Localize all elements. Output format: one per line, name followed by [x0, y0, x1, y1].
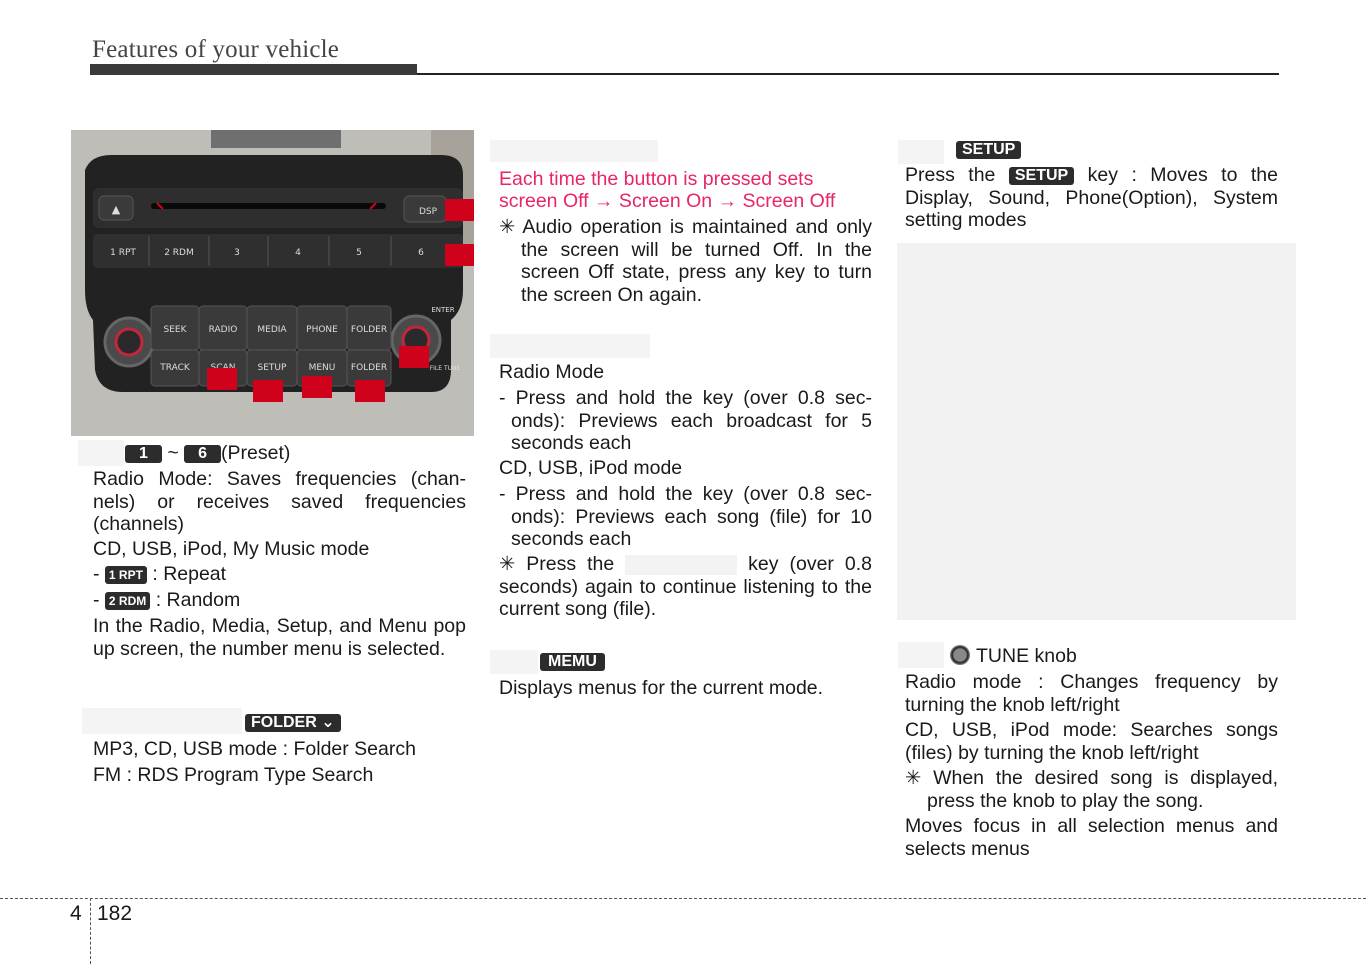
preset-4-label: 4: [295, 248, 301, 258]
display-pink-line-1: Each time the button is pressed sets: [499, 168, 814, 190]
preset-key-6: 6: [184, 445, 221, 463]
preset-separator: ~: [167, 442, 179, 464]
knob-icon: [950, 645, 970, 665]
audio-unit-photo: [71, 130, 474, 436]
setup-text-end: key : Moves to the Display, Sound, Phone(Option), System setting modes: [905, 164, 1279, 231]
display-note: ✳ Audio operation is maintained and only the screen will be turned Off. In the screen Off state, press any key to turn the screen On again.: [499, 216, 872, 306]
label-redaction-3: [490, 140, 658, 162]
header-bar: [90, 64, 417, 75]
tune-heading: [950, 645, 1077, 668]
preset-label: (Preset): [221, 442, 291, 464]
preset-6-label: 6: [418, 248, 424, 258]
setup-inline-key: SETUP: [1009, 167, 1074, 185]
preset-heading: [125, 442, 290, 465]
setup-text: [905, 164, 1278, 232]
label-redaction-5: [490, 650, 538, 674]
menu-key: MEMU: [540, 653, 605, 671]
footer-rule: [0, 898, 1366, 899]
page-number: 182: [97, 902, 133, 925]
tune-cd-mode: CD, USB, iPod mode: Searches songs (files) by turning the knob left/right: [905, 719, 1278, 764]
label-redaction-6: [898, 140, 944, 164]
track-button-label: TRACK: [160, 363, 190, 373]
preset-3-label: 3: [234, 248, 240, 258]
radio-button-label: RADIO: [208, 325, 238, 335]
setup-button-label: SETUP: [257, 363, 287, 373]
preset-5-label: 5: [356, 248, 362, 258]
scan-radio-item: - Press and hold the key (over 0.8 sec-onds): Previews each broadcast for 5 seconds each: [499, 387, 872, 454]
menu-button-label: MENU: [308, 363, 336, 373]
label-redaction: [78, 440, 124, 466]
scan-radio-mode: Radio Mode: [499, 361, 605, 383]
label-redaction-4: [490, 334, 650, 358]
setup-heading: [956, 138, 1021, 161]
tune-note: ✳ When the desired song is displayed, press the knob to play the song.: [905, 767, 1278, 812]
preset-1-label: 1 RPT: [110, 248, 136, 258]
tune-label: TUNE knob: [976, 645, 1077, 667]
tune-focus: Moves focus in all selection menus and selects menus: [905, 815, 1278, 860]
seek-button-label: SEEK: [163, 325, 187, 335]
preset-2-label: 2 RDM: [164, 248, 194, 258]
random-item: - 2 RDM : Random: [93, 589, 241, 611]
label-redaction-2: [82, 708, 242, 734]
preset-cd-mode: CD, USB, iPod, My Music mode: [93, 538, 370, 560]
setup-screen-image: [897, 243, 1296, 620]
display-pink-line-2: screen Off → Screen On → Screen Off: [499, 190, 836, 212]
preset-key-1: 1: [125, 445, 162, 463]
popup-number-text: In the Radio, Media, Setup, and Menu pop up screen, the number menu is selected.: [93, 615, 466, 660]
scan-note: [499, 553, 872, 621]
preset-radio-mode: Radio Mode: Saves frequencies (chan-nels) or receives saved frequencies (channels): [93, 468, 466, 535]
folder-down-button-label: FOLDER: [350, 363, 388, 373]
repeat-label: : Repeat: [152, 563, 227, 585]
folder-key: [245, 714, 341, 732]
scan-note-end: key (over 0.8 seconds) again to continue listening to the current song (file).: [499, 553, 872, 620]
chevron-down-icon: ⌄: [321, 714, 335, 731]
phone-button-label: PHONE: [306, 325, 338, 335]
folder-line-1: MP3, CD, USB mode : Folder Search: [93, 738, 416, 760]
file-tune-label: FILE TUNE: [429, 365, 461, 372]
folder-heading: [245, 711, 341, 734]
scan-key-redaction: [625, 555, 737, 575]
repeat-key: 1 RPT: [105, 566, 147, 584]
setup-key: SETUP: [956, 141, 1021, 159]
tune-radio-mode: Radio mode : Changes frequency by turning the knob left/right: [905, 671, 1278, 716]
folder-line-2: FM : RDS Program Type Search: [93, 764, 374, 786]
setup-text-start: Press the: [905, 164, 996, 186]
menu-text: Displays menus for the current mode.: [499, 677, 824, 699]
enter-label: ENTER: [431, 306, 455, 314]
header-rule: [417, 73, 1279, 75]
folder-key-label: FOLDER: [251, 714, 317, 731]
scan-cd-mode: CD, USB, iPod mode: [499, 457, 683, 479]
chapter-number: 4: [70, 902, 82, 925]
svg-text:▲: ▲: [111, 203, 121, 216]
page-header-title: Features of your vehicle: [92, 36, 340, 63]
dsp-button-label: DSP: [418, 207, 438, 217]
scan-note-start: ✳ Press the: [499, 553, 615, 575]
menu-heading: [540, 650, 605, 673]
media-button-label: MEDIA: [257, 325, 287, 335]
repeat-item: - 1 RPT : Repeat: [93, 563, 227, 585]
folder-up-button-label: FOLDER: [350, 325, 388, 335]
random-label: : Random: [155, 589, 241, 611]
label-redaction-7: [898, 642, 944, 668]
footer-divider: [90, 898, 91, 964]
scan-cd-item: - Press and hold the key (over 0.8 sec-onds): Previews each song (file) for 10 seconds each: [499, 483, 872, 550]
random-key: 2 RDM: [105, 592, 150, 610]
